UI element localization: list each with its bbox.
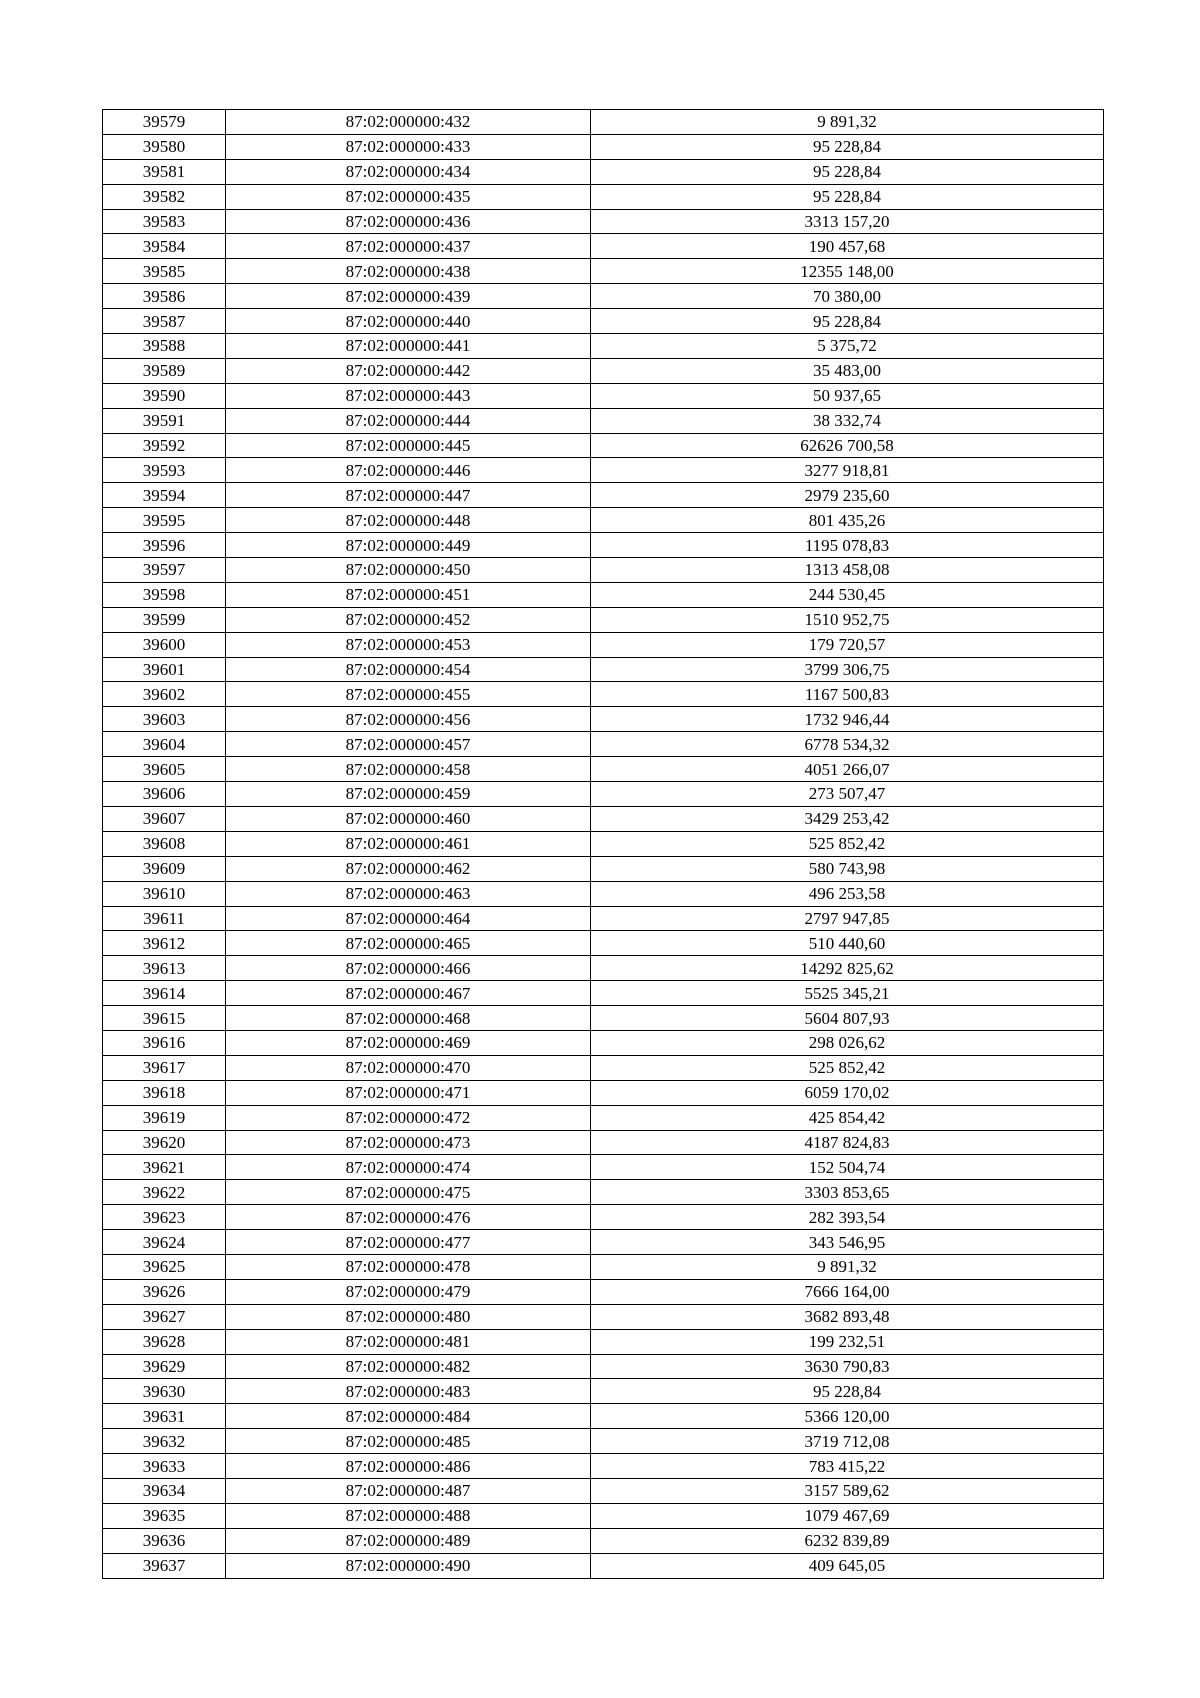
table-row [103, 383, 1104, 408]
value-cell: 95 228,84 [591, 184, 1104, 209]
value-cell: 3630 790,83 [591, 1354, 1104, 1379]
cadastral-number-cell: 87:02:000000:443 [226, 383, 591, 408]
cadastral-number-cell: 87:02:000000:435 [226, 184, 591, 209]
row-number-cell: 39604 [103, 732, 226, 757]
table-row [103, 1503, 1104, 1528]
table-row [103, 1354, 1104, 1379]
cadastral-number-cell: 87:02:000000:459 [226, 782, 591, 807]
value-cell: 4051 266,07 [591, 757, 1104, 782]
cadastral-number-cell: 87:02:000000:483 [226, 1379, 591, 1404]
row-number-cell: 39617 [103, 1055, 226, 1080]
table-row [103, 1055, 1104, 1080]
value-cell: 152 504,74 [591, 1155, 1104, 1180]
row-number-cell: 39597 [103, 558, 226, 583]
value-cell: 3277 918,81 [591, 458, 1104, 483]
cadastral-number-cell: 87:02:000000:468 [226, 1006, 591, 1031]
cadastral-number-cell: 87:02:000000:474 [226, 1155, 591, 1180]
table-row [103, 284, 1104, 309]
row-number-cell: 39609 [103, 856, 226, 881]
cadastral-number-cell: 87:02:000000:478 [226, 1254, 591, 1279]
table-row [103, 533, 1104, 558]
row-number-cell: 39602 [103, 682, 226, 707]
value-cell: 3429 253,42 [591, 806, 1104, 831]
table-row [103, 334, 1104, 359]
cadastral-number-cell: 87:02:000000:475 [226, 1180, 591, 1205]
data-table [102, 109, 1104, 1579]
value-cell: 3157 589,62 [591, 1478, 1104, 1503]
value-cell: 2979 235,60 [591, 483, 1104, 508]
cadastral-number-cell: 87:02:000000:458 [226, 757, 591, 782]
row-number-cell: 39637 [103, 1553, 226, 1578]
table-row [103, 607, 1104, 632]
cadastral-number-cell: 87:02:000000:440 [226, 309, 591, 334]
table-row [103, 831, 1104, 856]
cadastral-number-cell: 87:02:000000:449 [226, 533, 591, 558]
cadastral-number-cell: 87:02:000000:451 [226, 582, 591, 607]
cadastral-number-cell: 87:02:000000:488 [226, 1503, 591, 1528]
table-row [103, 110, 1104, 135]
cadastral-number-cell: 87:02:000000:445 [226, 433, 591, 458]
table-row [103, 1279, 1104, 1304]
value-cell: 12355 148,00 [591, 259, 1104, 284]
row-number-cell: 39625 [103, 1254, 226, 1279]
cadastral-number-cell: 87:02:000000:473 [226, 1130, 591, 1155]
table-row [103, 981, 1104, 1006]
value-cell: 3313 157,20 [591, 209, 1104, 234]
table-row [103, 682, 1104, 707]
table-row [103, 159, 1104, 184]
table-row [103, 1429, 1104, 1454]
value-cell: 496 253,58 [591, 881, 1104, 906]
table-row [103, 1130, 1104, 1155]
row-number-cell: 39601 [103, 657, 226, 682]
table-row [103, 184, 1104, 209]
table-row [103, 433, 1104, 458]
row-number-cell: 39580 [103, 134, 226, 159]
value-cell: 343 546,95 [591, 1230, 1104, 1255]
table-row [103, 259, 1104, 284]
row-number-cell: 39581 [103, 159, 226, 184]
value-cell: 3303 853,65 [591, 1180, 1104, 1205]
value-cell: 4187 824,83 [591, 1130, 1104, 1155]
cadastral-number-cell: 87:02:000000:472 [226, 1105, 591, 1130]
cadastral-number-cell: 87:02:000000:453 [226, 632, 591, 657]
cadastral-number-cell: 87:02:000000:444 [226, 408, 591, 433]
row-number-cell: 39607 [103, 806, 226, 831]
row-number-cell: 39586 [103, 284, 226, 309]
table-row [103, 582, 1104, 607]
table-row [103, 931, 1104, 956]
cadastral-number-cell: 87:02:000000:432 [226, 110, 591, 135]
table-body [103, 110, 1104, 1579]
row-number-cell: 39603 [103, 707, 226, 732]
cadastral-number-cell: 87:02:000000:466 [226, 956, 591, 981]
value-cell: 2797 947,85 [591, 906, 1104, 931]
table-row [103, 1304, 1104, 1329]
value-cell: 580 743,98 [591, 856, 1104, 881]
cadastral-number-cell: 87:02:000000:467 [226, 981, 591, 1006]
value-cell: 1167 500,83 [591, 682, 1104, 707]
row-number-cell: 39598 [103, 582, 226, 607]
cadastral-number-cell: 87:02:000000:460 [226, 806, 591, 831]
value-cell: 70 380,00 [591, 284, 1104, 309]
cadastral-number-cell: 87:02:000000:436 [226, 209, 591, 234]
value-cell: 179 720,57 [591, 632, 1104, 657]
row-number-cell: 39585 [103, 259, 226, 284]
row-number-cell: 39593 [103, 458, 226, 483]
value-cell: 1732 946,44 [591, 707, 1104, 732]
table-row [103, 209, 1104, 234]
value-cell: 5 375,72 [591, 334, 1104, 359]
table-row [103, 558, 1104, 583]
row-number-cell: 39626 [103, 1279, 226, 1304]
row-number-cell: 39591 [103, 408, 226, 433]
row-number-cell: 39632 [103, 1429, 226, 1454]
row-number-cell: 39590 [103, 383, 226, 408]
table-row [103, 1404, 1104, 1429]
row-number-cell: 39611 [103, 906, 226, 931]
row-number-cell: 39605 [103, 757, 226, 782]
table-row [103, 732, 1104, 757]
cadastral-number-cell: 87:02:000000:470 [226, 1055, 591, 1080]
table-row [103, 632, 1104, 657]
table-row [103, 757, 1104, 782]
cadastral-number-cell: 87:02:000000:457 [226, 732, 591, 757]
row-number-cell: 39628 [103, 1329, 226, 1354]
value-cell: 7666 164,00 [591, 1279, 1104, 1304]
table-row [103, 1528, 1104, 1553]
row-number-cell: 39616 [103, 1030, 226, 1055]
row-number-cell: 39587 [103, 309, 226, 334]
row-number-cell: 39610 [103, 881, 226, 906]
table-row [103, 134, 1104, 159]
row-number-cell: 39584 [103, 234, 226, 259]
cadastral-number-cell: 87:02:000000:484 [226, 1404, 591, 1429]
table-row [103, 881, 1104, 906]
row-number-cell: 39599 [103, 607, 226, 632]
table-row [103, 1006, 1104, 1031]
row-number-cell: 39592 [103, 433, 226, 458]
value-cell: 38 332,74 [591, 408, 1104, 433]
value-cell: 95 228,84 [591, 159, 1104, 184]
cadastral-number-cell: 87:02:000000:489 [226, 1528, 591, 1553]
table-row [103, 1205, 1104, 1230]
value-cell: 801 435,26 [591, 508, 1104, 533]
table-row [103, 458, 1104, 483]
value-cell: 35 483,00 [591, 358, 1104, 383]
row-number-cell: 39633 [103, 1454, 226, 1479]
row-number-cell: 39615 [103, 1006, 226, 1031]
cadastral-number-cell: 87:02:000000:439 [226, 284, 591, 309]
value-cell: 425 854,42 [591, 1105, 1104, 1130]
cadastral-number-cell: 87:02:000000:433 [226, 134, 591, 159]
cadastral-number-cell: 87:02:000000:477 [226, 1230, 591, 1255]
row-number-cell: 39623 [103, 1205, 226, 1230]
table-row [103, 1553, 1104, 1578]
table-row [103, 856, 1104, 881]
table-row [103, 408, 1104, 433]
table-row [103, 1454, 1104, 1479]
row-number-cell: 39589 [103, 358, 226, 383]
cadastral-number-cell: 87:02:000000:454 [226, 657, 591, 682]
row-number-cell: 39618 [103, 1080, 226, 1105]
value-cell: 525 852,42 [591, 1055, 1104, 1080]
value-cell: 6059 170,02 [591, 1080, 1104, 1105]
cadastral-number-cell: 87:02:000000:471 [226, 1080, 591, 1105]
row-number-cell: 39631 [103, 1404, 226, 1429]
value-cell: 273 507,47 [591, 782, 1104, 807]
value-cell: 199 232,51 [591, 1329, 1104, 1354]
table-row [103, 1230, 1104, 1255]
cadastral-number-cell: 87:02:000000:442 [226, 358, 591, 383]
value-cell: 95 228,84 [591, 1379, 1104, 1404]
row-number-cell: 39613 [103, 956, 226, 981]
value-cell: 3682 893,48 [591, 1304, 1104, 1329]
table-row [103, 707, 1104, 732]
row-number-cell: 39629 [103, 1354, 226, 1379]
cadastral-number-cell: 87:02:000000:465 [226, 931, 591, 956]
row-number-cell: 39588 [103, 334, 226, 359]
cadastral-number-cell: 87:02:000000:452 [226, 607, 591, 632]
cadastral-number-cell: 87:02:000000:461 [226, 831, 591, 856]
row-number-cell: 39612 [103, 931, 226, 956]
cadastral-number-cell: 87:02:000000:437 [226, 234, 591, 259]
cadastral-number-cell: 87:02:000000:479 [226, 1279, 591, 1304]
value-cell: 282 393,54 [591, 1205, 1104, 1230]
table-row [103, 1254, 1104, 1279]
value-cell: 783 415,22 [591, 1454, 1104, 1479]
table-row [103, 358, 1104, 383]
table-row [103, 1030, 1104, 1055]
value-cell: 1195 078,83 [591, 533, 1104, 558]
row-number-cell: 39627 [103, 1304, 226, 1329]
row-number-cell: 39608 [103, 831, 226, 856]
cadastral-number-cell: 87:02:000000:462 [226, 856, 591, 881]
cadastral-number-cell: 87:02:000000:446 [226, 458, 591, 483]
cadastral-number-cell: 87:02:000000:464 [226, 906, 591, 931]
value-cell: 62626 700,58 [591, 433, 1104, 458]
table-row [103, 508, 1104, 533]
value-cell: 14292 825,62 [591, 956, 1104, 981]
row-number-cell: 39600 [103, 632, 226, 657]
cadastral-number-cell: 87:02:000000:481 [226, 1329, 591, 1354]
cadastral-number-cell: 87:02:000000:438 [226, 259, 591, 284]
row-number-cell: 39636 [103, 1528, 226, 1553]
value-cell: 190 457,68 [591, 234, 1104, 259]
value-cell: 95 228,84 [591, 134, 1104, 159]
cadastral-number-cell: 87:02:000000:450 [226, 558, 591, 583]
value-cell: 510 440,60 [591, 931, 1104, 956]
value-cell: 1313 458,08 [591, 558, 1104, 583]
cadastral-number-cell: 87:02:000000:469 [226, 1030, 591, 1055]
value-cell: 409 645,05 [591, 1553, 1104, 1578]
table-row [103, 234, 1104, 259]
cadastral-number-cell: 87:02:000000:448 [226, 508, 591, 533]
row-number-cell: 39635 [103, 1503, 226, 1528]
value-cell: 5604 807,93 [591, 1006, 1104, 1031]
cadastral-number-cell: 87:02:000000:486 [226, 1454, 591, 1479]
cadastral-number-cell: 87:02:000000:447 [226, 483, 591, 508]
row-number-cell: 39621 [103, 1155, 226, 1180]
table-row [103, 1105, 1104, 1130]
cadastral-number-cell: 87:02:000000:487 [226, 1478, 591, 1503]
row-number-cell: 39596 [103, 533, 226, 558]
value-cell: 9 891,32 [591, 1254, 1104, 1279]
table-row [103, 1155, 1104, 1180]
table-row [103, 806, 1104, 831]
table-row [103, 1180, 1104, 1205]
cadastral-number-cell: 87:02:000000:441 [226, 334, 591, 359]
value-cell: 1510 952,75 [591, 607, 1104, 632]
row-number-cell: 39606 [103, 782, 226, 807]
table-row [103, 1478, 1104, 1503]
value-cell: 5525 345,21 [591, 981, 1104, 1006]
cadastral-number-cell: 87:02:000000:463 [226, 881, 591, 906]
value-cell: 298 026,62 [591, 1030, 1104, 1055]
cadastral-number-cell: 87:02:000000:455 [226, 682, 591, 707]
value-cell: 3719 712,08 [591, 1429, 1104, 1454]
cadastral-number-cell: 87:02:000000:476 [226, 1205, 591, 1230]
value-cell: 244 530,45 [591, 582, 1104, 607]
value-cell: 5366 120,00 [591, 1404, 1104, 1429]
row-number-cell: 39582 [103, 184, 226, 209]
value-cell: 50 937,65 [591, 383, 1104, 408]
row-number-cell: 39595 [103, 508, 226, 533]
table-row [103, 483, 1104, 508]
value-cell: 6232 839,89 [591, 1528, 1104, 1553]
table-row [103, 906, 1104, 931]
cadastral-number-cell: 87:02:000000:490 [226, 1553, 591, 1578]
row-number-cell: 39622 [103, 1180, 226, 1205]
value-cell: 95 228,84 [591, 309, 1104, 334]
row-number-cell: 39620 [103, 1130, 226, 1155]
cadastral-number-cell: 87:02:000000:480 [226, 1304, 591, 1329]
cadastral-number-cell: 87:02:000000:456 [226, 707, 591, 732]
table-row [103, 1379, 1104, 1404]
value-cell: 525 852,42 [591, 831, 1104, 856]
row-number-cell: 39614 [103, 981, 226, 1006]
cadastral-number-cell: 87:02:000000:482 [226, 1354, 591, 1379]
row-number-cell: 39594 [103, 483, 226, 508]
cadastral-number-cell: 87:02:000000:485 [226, 1429, 591, 1454]
value-cell: 1079 467,69 [591, 1503, 1104, 1528]
value-cell: 6778 534,32 [591, 732, 1104, 757]
table-row [103, 956, 1104, 981]
row-number-cell: 39579 [103, 110, 226, 135]
row-number-cell: 39624 [103, 1230, 226, 1255]
row-number-cell: 39630 [103, 1379, 226, 1404]
row-number-cell: 39619 [103, 1105, 226, 1130]
value-cell: 3799 306,75 [591, 657, 1104, 682]
value-cell: 9 891,32 [591, 110, 1104, 135]
table-row [103, 657, 1104, 682]
row-number-cell: 39634 [103, 1478, 226, 1503]
table-row [103, 1080, 1104, 1105]
row-number-cell: 39583 [103, 209, 226, 234]
table-row [103, 782, 1104, 807]
cadastral-number-cell: 87:02:000000:434 [226, 159, 591, 184]
table-row [103, 309, 1104, 334]
table-row [103, 1329, 1104, 1354]
